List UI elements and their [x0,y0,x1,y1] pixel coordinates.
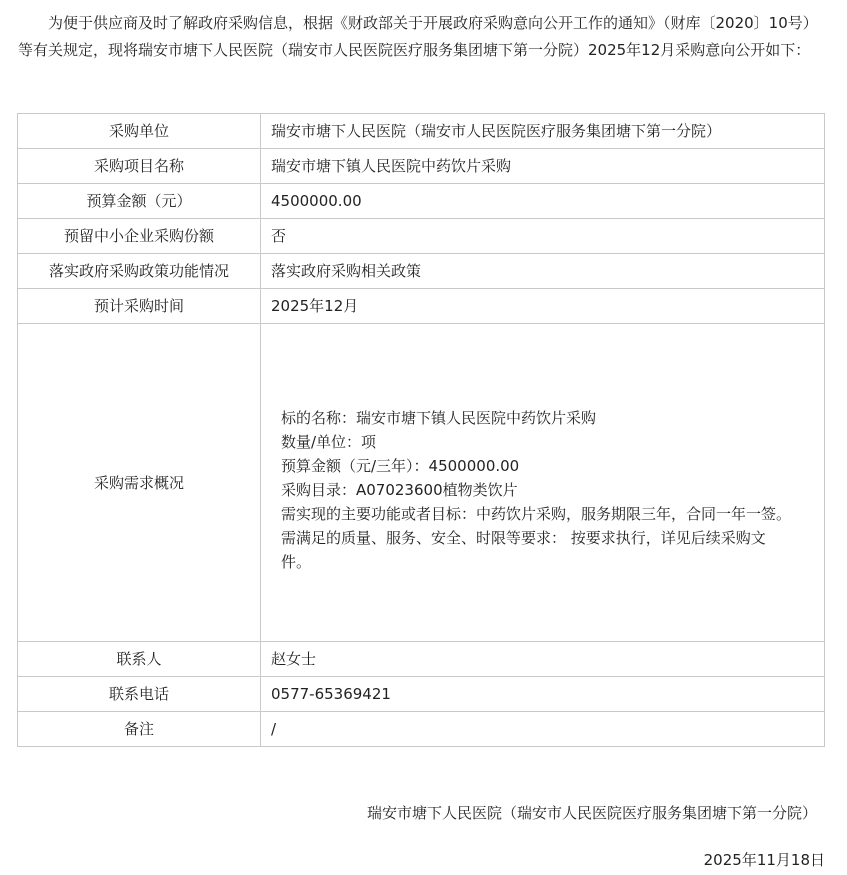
summary-line: 需实现的主要功能或者目标：中药饮片采购，服务期限三年，合同一年一签。 [281,504,792,523]
intro-paragraph: 为便于供应商及时了解政府采购信息，根据《财政部关于开展政府采购意向公开工作的通知》（财库〔2020〕10号）等有关规定，现将瑞安市塘下人民医院（瑞安市人民医院医疗服务集团塘下第一分院）2025年12月采购意向公开如下： [18,14,818,59]
summary-line: 需满足的质量、服务、安全、时限等要求： 按要求执行，详见后续采购文件。 [281,528,766,571]
table-row [18,254,825,289]
table-row-summary [18,324,825,642]
row-label-purchasing-unit: 采购单位 [18,114,261,149]
table-row [18,642,825,677]
row-value-summary [261,324,825,642]
signature-date: 2025年11月18日 [703,851,825,869]
table-row [18,149,825,184]
signature-organization: 瑞安市塘下人民医院（瑞安市人民医院医疗服务集团塘下第一分院） [366,804,817,822]
table-row [18,677,825,712]
summary-line: 采购目录：A07023600植物类饮片 [281,480,518,499]
summary-line: 标的名称：瑞安市塘下镇人民医院中药饮片采购 [281,408,597,427]
table-row [18,219,825,254]
table-row [18,289,825,324]
row-value-policy: 落实政府采购相关政策 [261,254,825,289]
summary-line: 预算金额（元/三年）：4500000.00 [281,456,520,475]
row-label-policy: 落实政府采购政策功能情况 [18,254,261,289]
procurement-intent-table [17,113,825,747]
row-label-summary: 采购需求概况 [18,324,261,642]
row-value-budget: 4500000.00 [261,184,825,219]
row-label-project-name: 采购项目名称 [18,149,261,184]
row-label-sme-share: 预留中小企业采购份额 [18,219,261,254]
row-value-purchasing-unit: 瑞安市塘下人民医院（瑞安市人民医院医疗服务集团塘下第一分院） [261,114,825,149]
row-value-sme-share: 否 [261,219,825,254]
row-value-expected-time: 2025年12月 [261,289,825,324]
summary-details [271,406,814,574]
row-label-remarks: 备注 [18,712,261,747]
row-value-phone: 0577-65369421 [261,677,825,712]
table-row [18,712,825,747]
row-value-project-name: 瑞安市塘下镇人民医院中药饮片采购 [261,149,825,184]
row-label-expected-time: 预计采购时间 [18,289,261,324]
summary-line: 数量/单位：项 [281,432,377,451]
row-label-budget: 预算金额（元） [18,184,261,219]
row-value-remarks: / [261,712,825,747]
row-value-contact: 赵女士 [261,642,825,677]
row-label-contact: 联系人 [18,642,261,677]
row-label-phone: 联系电话 [18,677,261,712]
table-row [18,184,825,219]
table-row [18,114,825,149]
